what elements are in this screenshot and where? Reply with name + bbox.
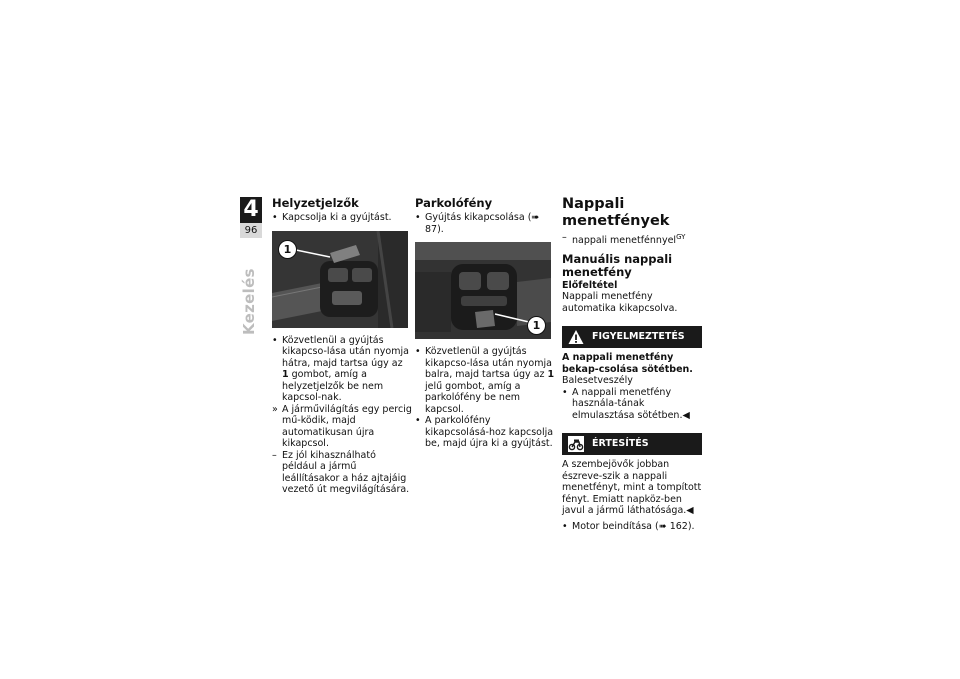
instruction-step: • Kapcsolja ki a gyújtást. xyxy=(272,212,392,223)
instruction-step: • Közvetlenül a gyújtás kikapcso-lása után nyomja balra, majd tartsa úgy az 1 jelű gombot, amíg a parkolófény be nem kapcsol. xyxy=(415,346,555,415)
section-position-lights xyxy=(272,196,412,496)
section-title: Nappali menetfények xyxy=(562,196,670,229)
warning-hazard: Balesetveszély xyxy=(562,375,633,387)
warning-item: • A nappali menetfény használa-tának elmulasztása sötétben.◀ xyxy=(562,386,690,421)
figure-callout: 1 xyxy=(278,240,297,259)
notice-text: A szembejövők jobban észreve-szik a nappali menetfényt, mint a tompított fényt. Emiatt napköz-ben javul a jármű láthatósága.◀ xyxy=(562,459,702,517)
section-title: Parkolófény xyxy=(415,196,493,210)
result-text: » A járművilágítás egy percig mű-ködik, majd automatikusan újra kikapcsol. xyxy=(272,403,412,449)
warning-triangle-icon xyxy=(568,329,584,345)
warning-label: FIGYELMEZTETÉS xyxy=(592,331,685,343)
motorcycle-notice-icon xyxy=(568,436,584,452)
instruction-step: • Gyújtás kikapcsolása (➠ 87). xyxy=(415,212,540,235)
instruction-step: • Közvetlenül a gyújtás kikapcso-lása után nyomja hátra, majd tartsa úgy az 1 gombot, amíg a helyzetjelzők be nem kapcsol-nak. xyxy=(272,334,409,403)
figure-callout: 1 xyxy=(527,316,546,335)
notice-banner xyxy=(562,433,702,455)
instruction-step: • A parkolófény kikapcsolásá-hoz kapcsolja be, majd újra ki a gyújtást. xyxy=(415,415,554,449)
handlebar-switch-photo-right xyxy=(415,242,551,339)
chapter-sidebar xyxy=(240,197,262,335)
note-text: – Ez jól kihasználható például a jármű leállításakor a ház ajtajáig vezető út megvilágítására. xyxy=(272,449,410,495)
page-number: 96 xyxy=(240,223,262,238)
prerequisite-heading: Előfeltétel xyxy=(562,279,618,291)
prerequisite-text: Nappali menetfény automatika kikapcsolva. xyxy=(562,291,678,314)
instruction-step: • Motor beindítása (➠ 162). xyxy=(562,520,695,532)
subsection-title: Manuális nappali menetfény xyxy=(562,251,673,279)
chapter-title: Kezelés xyxy=(240,268,258,335)
section-title: Helyzetjelzők xyxy=(272,196,359,210)
warning-banner xyxy=(562,326,702,348)
warning-title: A nappali menetfény bekap-csolása sötétben. xyxy=(562,352,693,375)
chapter-number: 4 xyxy=(240,197,262,223)
handlebar-switch-photo-left xyxy=(272,231,408,328)
section-daytime-running-lights xyxy=(562,196,702,532)
notice-label: ÉRTESÍTÉS xyxy=(592,438,649,450)
option-note: – nappali menetfénnyel$^{GY}$ xyxy=(562,232,686,247)
section-parking-light xyxy=(415,196,555,450)
